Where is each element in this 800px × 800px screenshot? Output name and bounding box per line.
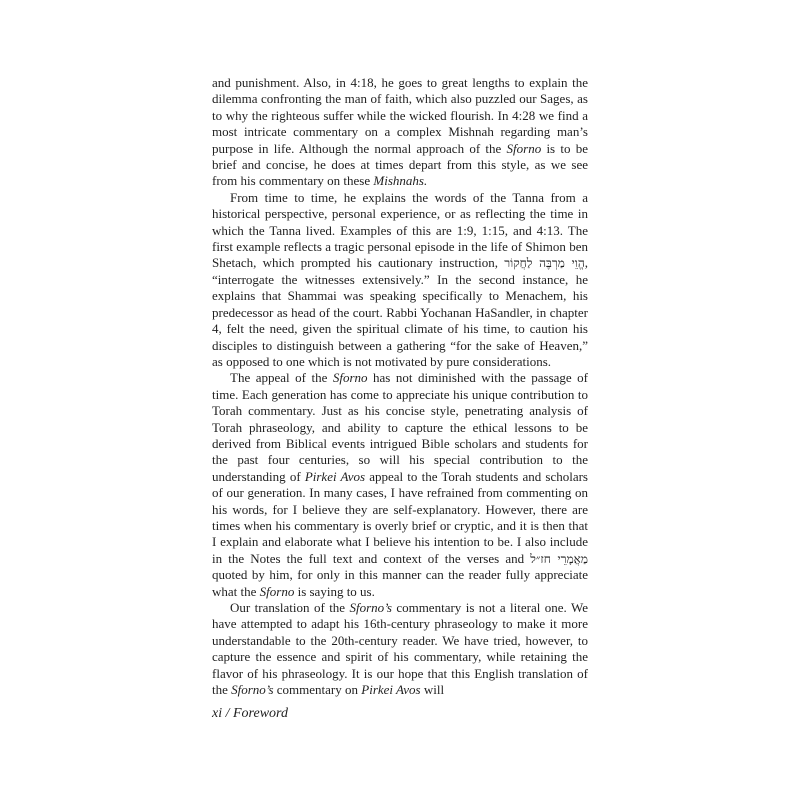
hebrew-phrase: מַאֲמָרֵי חז״ל <box>530 551 588 566</box>
page-body <box>212 75 588 698</box>
italic-term: Sforno’s <box>231 682 274 698</box>
paragraph-text: , “interrogate the witnesses extensively.” In the second instance, he explains that Shammai was speaking specifically to Menachem, his predecessor as head of the court. Rabbi Yochanan HaSandler, in chapter 4, felt the need, given the spiritual climate of his time, to caution his disciples to distinguish between a gathering “for the sake of Heaven,” as opposed to one which is not motivated by pure considerations. <box>212 255 588 369</box>
paragraph-text: quoted by him, for only in this manner can the reader fully appreciate what the <box>212 567 588 599</box>
paragraph-text: has not diminished with the passage of time. Each generation has come to appreciate his unique contribution to Torah commentary. Just as his concise style, penetrating analysis of Torah phraseology, and ability to capture the ethical lessons to be derived from Biblical events intrigued Bible scholars and students for the past four centuries, so will his special contribution to the understanding of <box>212 370 589 484</box>
paragraph-text: will <box>420 682 445 698</box>
paragraph-text: The appeal of the <box>230 370 333 386</box>
hebrew-phrase: הֱוֵי מַרְבֶּה לַחֲקוֹר <box>504 256 585 271</box>
paragraph-text: is to be brief and concise, he does at times depart from this style, as we see from his commentary on these <box>212 140 588 189</box>
italic-term: Mishnahs. <box>373 173 428 189</box>
paragraph-2 <box>212 190 588 370</box>
italic-term: Sforno’s <box>349 600 392 615</box>
page-folio: xi / Foreword <box>212 706 288 721</box>
paragraph-text: Our translation of the <box>230 600 350 615</box>
paragraph-text: From time to time, he explains the words of the Tanna from a historical perspective, personal experience, or as reflecting the time in which the Tanna lived. Examples of this are 1:9, 1:15, and 4:13. The first example reflects a tragic personal episode in the life of Shimon ben Shetach, which prompted his cautionary instruction, <box>212 189 588 271</box>
paragraph-3 <box>212 370 588 600</box>
italic-term: Pirkei Avos <box>304 468 366 484</box>
italic-term: Sforno <box>259 583 295 599</box>
italic-term: Sforno <box>332 370 368 386</box>
paragraph-text: commentary is not a literal one. We have attempted to adapt his 16th-century phraseology to make it more understandable to the 20th-century reader. We have tried, however, to capture the essence and spirit of his commentary, while retaining the flavor of his phraseology. It is our hope that this English translation of the <box>212 600 588 698</box>
paragraph-text: is saying to us. <box>294 583 375 599</box>
paragraph-4 <box>212 600 588 698</box>
paragraph-text: commentary on <box>273 682 362 698</box>
italic-term: Sforno <box>506 140 542 156</box>
paragraph-text: and punishment. Also, in 4:18, he goes to great lengths to explain the dilemma confronting the man of faith, which also puzzled our Sages, as to why the righteous suffer while the wicked flourish. In 4:28 we find a most intricate commentary on a complex Mishnah regarding man’s purpose in life. Although the normal approach of the <box>212 75 588 156</box>
italic-term: Pirkei Avos <box>361 682 421 698</box>
paragraph-1 <box>212 75 588 190</box>
paragraph-text: appeal to the Torah students and scholars of our generation. In many cases, I have refrained from commenting on his words, for I believe they are self-explanatory. However, there are times when his commentary is overly brief or cryptic, and it is then that I explain and elaborate what I believe his intention to be. I also include in the Notes the full text and context of the verses and <box>212 468 588 566</box>
